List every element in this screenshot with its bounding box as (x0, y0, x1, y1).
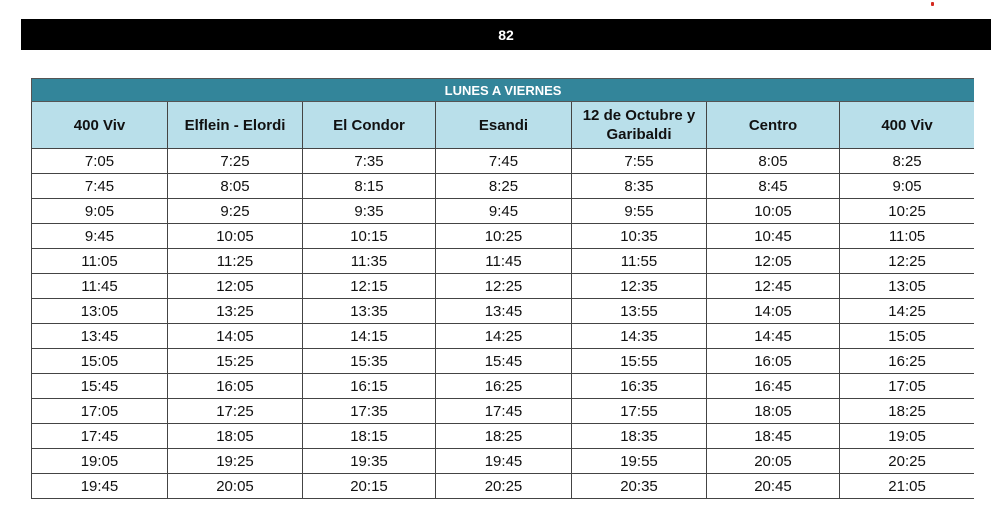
table-cell: 17:55 (572, 399, 707, 424)
table-cell: 16:45 (707, 374, 840, 399)
table-cell: 19:05 (840, 424, 975, 449)
table-cell: 14:45 (707, 324, 840, 349)
column-header: 400 Viv (840, 102, 975, 149)
table-cell: 19:05 (32, 449, 168, 474)
table-cell: 8:35 (572, 174, 707, 199)
table-cell: 17:35 (303, 399, 436, 424)
table-cell: 15:05 (840, 324, 975, 349)
table-cell: 18:15 (303, 424, 436, 449)
table-cell: 13:55 (572, 299, 707, 324)
table-cell: 13:05 (840, 274, 975, 299)
table-cell: 16:25 (840, 349, 975, 374)
table-cell: 19:25 (168, 449, 303, 474)
table-cell: 15:45 (436, 349, 572, 374)
table-cell: 11:25 (168, 249, 303, 274)
table-cell: 18:05 (707, 399, 840, 424)
page-number: 82 (498, 26, 514, 43)
table-cell: 13:45 (32, 324, 168, 349)
table-cell: 15:35 (303, 349, 436, 374)
table-cell: 9:35 (303, 199, 436, 224)
column-header: Esandi (436, 102, 572, 149)
table-cell: 10:25 (436, 224, 572, 249)
table-cell: 15:25 (168, 349, 303, 374)
table-cell: 20:25 (840, 449, 975, 474)
column-header: Elflein - Elordi (168, 102, 303, 149)
table-cell: 11:35 (303, 249, 436, 274)
table-cell: 14:15 (303, 324, 436, 349)
table-cell: 12:25 (840, 249, 975, 274)
table-row (32, 299, 975, 324)
column-header: 400 Viv (32, 102, 168, 149)
table-cell: 9:25 (168, 199, 303, 224)
table-cell: 9:55 (572, 199, 707, 224)
table-cell: 21:05 (840, 474, 975, 499)
table-cell: 8:05 (168, 174, 303, 199)
table-cell: 20:05 (168, 474, 303, 499)
table-row (32, 249, 975, 274)
table-cell: 8:25 (436, 174, 572, 199)
table-cell: 9:45 (436, 199, 572, 224)
table-cell: 11:45 (32, 274, 168, 299)
column-header: Centro (707, 102, 840, 149)
table-cell: 10:05 (168, 224, 303, 249)
table-cell: 7:55 (572, 149, 707, 174)
table-cell: 10:35 (572, 224, 707, 249)
table-cell: 16:15 (303, 374, 436, 399)
schedule-body (32, 149, 975, 499)
table-cell: 10:25 (840, 199, 975, 224)
table-cell: 15:45 (32, 374, 168, 399)
table-cell: 17:45 (32, 424, 168, 449)
table-cell: 20:15 (303, 474, 436, 499)
table-cell: 19:55 (572, 449, 707, 474)
table-row (32, 149, 975, 174)
schedule-table-container (31, 78, 974, 507)
schedule-table (31, 78, 974, 499)
table-cell: 12:05 (707, 249, 840, 274)
table-cell: 7:45 (436, 149, 572, 174)
table-row (32, 274, 975, 299)
table-cell: 12:25 (436, 274, 572, 299)
table-cell: 8:25 (840, 149, 975, 174)
table-cell: 11:05 (32, 249, 168, 274)
table-row (32, 349, 975, 374)
table-cell: 20:05 (707, 449, 840, 474)
table-cell: 9:05 (840, 174, 975, 199)
table-cell: 16:25 (436, 374, 572, 399)
table-cell: 18:35 (572, 424, 707, 449)
table-cell: 16:05 (168, 374, 303, 399)
table-cell: 14:05 (168, 324, 303, 349)
table-cell: 11:45 (436, 249, 572, 274)
table-cell: 11:05 (840, 224, 975, 249)
column-header: 12 de Octubre y Garibaldi (572, 102, 707, 149)
table-cell: 18:45 (707, 424, 840, 449)
column-header: El Condor (303, 102, 436, 149)
table-cell: 12:35 (572, 274, 707, 299)
table-cell: 7:05 (32, 149, 168, 174)
table-row (32, 199, 975, 224)
table-cell: 9:05 (32, 199, 168, 224)
table-cell: 12:05 (168, 274, 303, 299)
red-mark-dot (931, 2, 934, 6)
table-row (32, 374, 975, 399)
table-cell: 8:15 (303, 174, 436, 199)
table-cell: 20:35 (572, 474, 707, 499)
table-cell: 17:45 (436, 399, 572, 424)
schedule-title: LUNES A VIERNES (32, 79, 975, 102)
table-cell: 16:05 (707, 349, 840, 374)
table-row (32, 174, 975, 199)
table-cell: 10:45 (707, 224, 840, 249)
table-cell: 15:05 (32, 349, 168, 374)
table-cell: 8:05 (707, 149, 840, 174)
table-cell: 13:25 (168, 299, 303, 324)
table-cell: 14:35 (572, 324, 707, 349)
table-cell: 16:35 (572, 374, 707, 399)
table-row (32, 399, 975, 424)
table-cell: 11:55 (572, 249, 707, 274)
table-cell: 18:05 (168, 424, 303, 449)
table-cell: 15:55 (572, 349, 707, 374)
table-cell: 14:05 (707, 299, 840, 324)
table-cell: 12:15 (303, 274, 436, 299)
table-cell: 18:25 (436, 424, 572, 449)
table-cell: 19:35 (303, 449, 436, 474)
table-row (32, 424, 975, 449)
table-cell: 18:25 (840, 399, 975, 424)
table-cell: 14:25 (840, 299, 975, 324)
table-cell: 13:45 (436, 299, 572, 324)
table-row (32, 474, 975, 499)
table-cell: 17:05 (840, 374, 975, 399)
table-cell: 8:45 (707, 174, 840, 199)
table-cell: 9:45 (32, 224, 168, 249)
table-cell: 20:25 (436, 474, 572, 499)
table-row (32, 224, 975, 249)
table-cell: 17:05 (32, 399, 168, 424)
table-cell: 7:45 (32, 174, 168, 199)
table-cell: 13:05 (32, 299, 168, 324)
header-row (32, 102, 975, 149)
table-cell: 12:45 (707, 274, 840, 299)
table-cell: 7:25 (168, 149, 303, 174)
page-number-bar (21, 19, 991, 50)
table-cell: 17:25 (168, 399, 303, 424)
table-row (32, 324, 975, 349)
table-cell: 13:35 (303, 299, 436, 324)
table-cell: 19:45 (32, 474, 168, 499)
table-cell: 19:45 (436, 449, 572, 474)
table-cell: 10:05 (707, 199, 840, 224)
table-cell: 7:35 (303, 149, 436, 174)
table-cell: 20:45 (707, 474, 840, 499)
table-cell: 10:15 (303, 224, 436, 249)
table-row (32, 449, 975, 474)
table-cell: 14:25 (436, 324, 572, 349)
